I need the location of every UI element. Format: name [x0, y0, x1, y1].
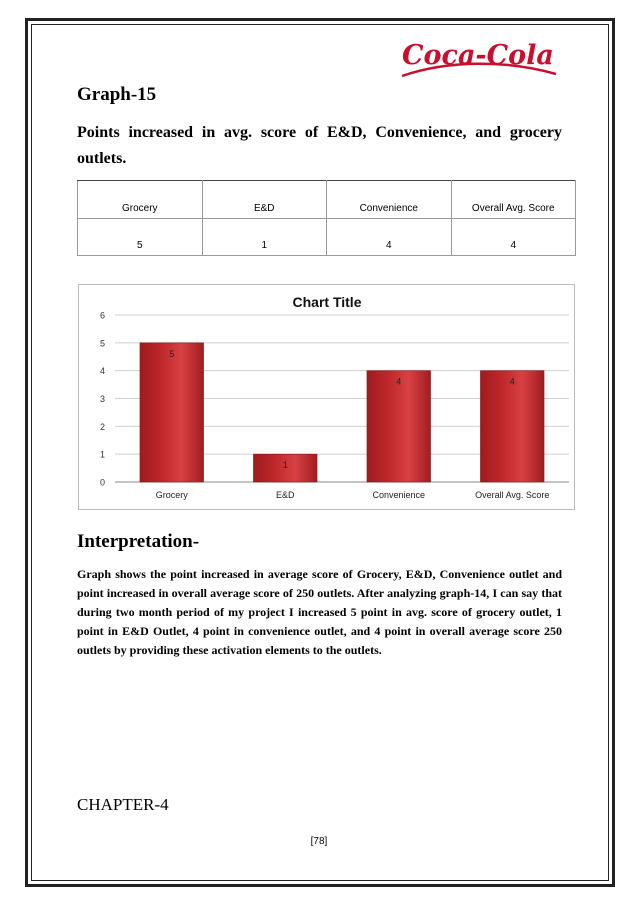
table-value-cell: 5: [78, 218, 203, 256]
y-tick-label: 5: [99, 338, 105, 349]
y-tick-label: 4: [99, 366, 105, 377]
y-tick-label: 6: [99, 310, 105, 321]
table-header-row: [78, 181, 576, 219]
interpretation-heading: Interpretation-: [77, 531, 200, 552]
graph-subheading: Points increased in avg. score of E&D, Convenience, and grocery outlets.: [77, 124, 562, 167]
x-tick-label: E&D: [275, 490, 295, 500]
x-tick-label: Grocery: [155, 490, 188, 500]
score-table: [77, 180, 576, 256]
table-header-cell: E&D: [202, 181, 327, 219]
table-value-row: [78, 218, 576, 256]
chapter-label: CHAPTER-4: [77, 795, 169, 814]
page-number: [78]: [310, 836, 328, 847]
coca-cola-logo: [398, 30, 558, 86]
bar: [140, 343, 204, 482]
table-header-cell: Grocery: [78, 181, 203, 219]
chart-title: Chart Title: [292, 294, 362, 310]
y-tick-label: 3: [99, 394, 105, 404]
bar: [480, 371, 544, 482]
x-tick-label: Convenience: [372, 490, 426, 500]
data-label: 1: [282, 460, 288, 471]
svg-text:Coca-Cola: Coca-Cola: [402, 40, 554, 71]
bar: [367, 371, 431, 482]
y-tick-label: 1: [99, 449, 105, 460]
data-label: 5: [169, 348, 175, 359]
y-tick-label: 2: [99, 421, 105, 432]
x-tick-label: Overall Avg. Score: [475, 490, 550, 500]
bar-chart-svg: [79, 285, 576, 511]
graph-heading: Graph-15: [77, 84, 157, 105]
table-value-cell: 4: [451, 218, 576, 256]
table-value-cell: 4: [327, 218, 452, 256]
y-tick-label: 0: [99, 477, 105, 488]
data-label: 4: [509, 376, 515, 387]
data-label: 4: [396, 376, 402, 387]
interpretation-text: Graph shows the point increased in average score of Grocery, E&D, Convenience outlet and point increased in overall average score of 250 outlets. After analyzing graph-14, I can say that during two month period of my project I increased 5 point in avg. score of grocery outlet, 1 point in E&D Outlet, 4 point in convenience outlet, and 4 point in overall average score 250 outlets by providing these activation elements to the outlets.: [77, 567, 562, 657]
table-header-cell: Overall Avg. Score: [451, 181, 576, 219]
table-header-cell: Convenience: [327, 181, 452, 219]
table-value-cell: 1: [202, 218, 327, 256]
bar-chart: [78, 284, 575, 510]
